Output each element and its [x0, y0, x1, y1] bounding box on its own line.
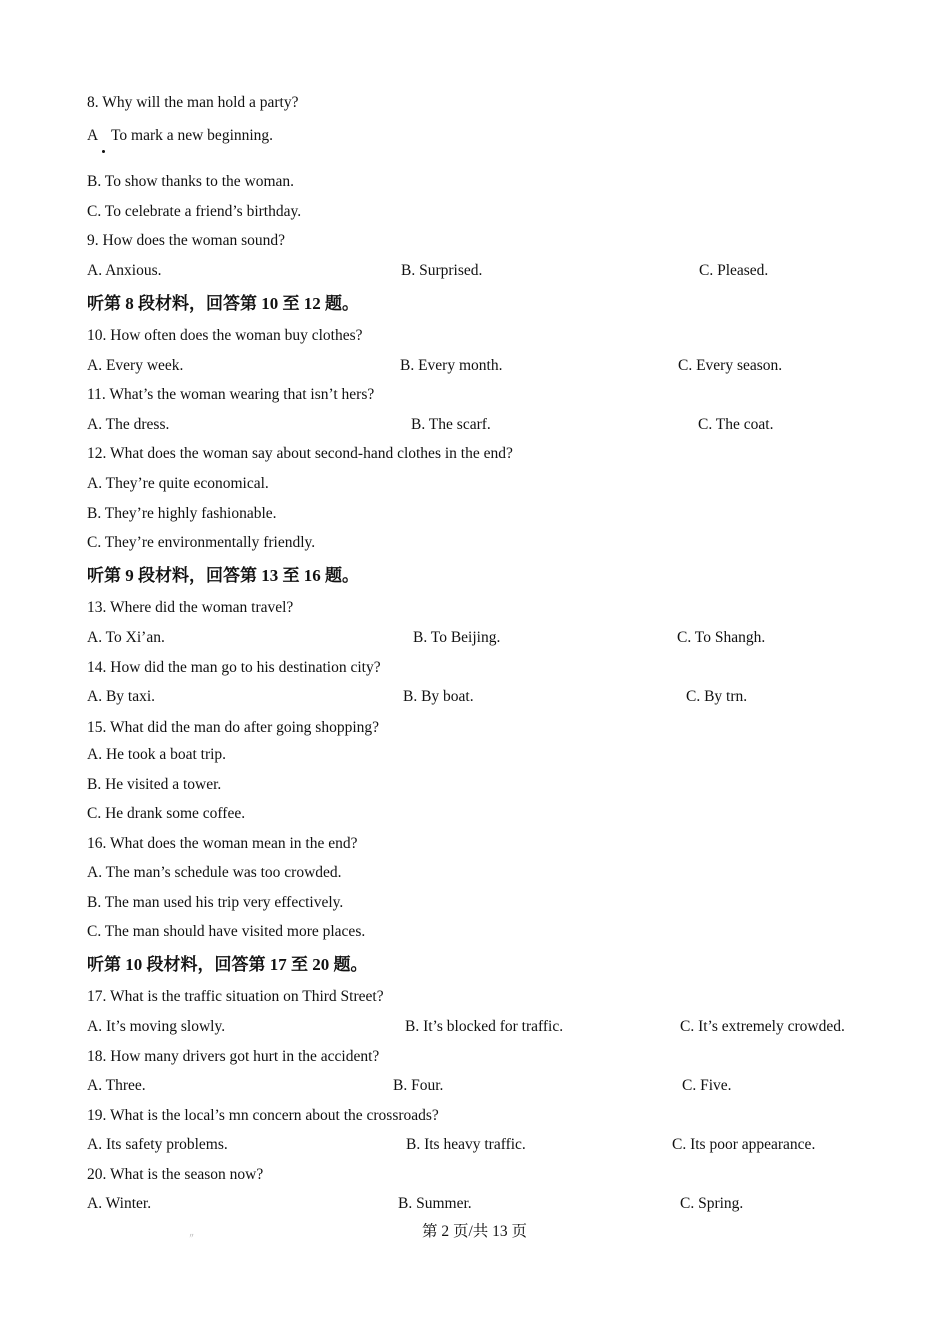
bullet-dot: [102, 150, 105, 153]
question-18-option-c: C. Five.: [682, 1077, 732, 1094]
page-number: 第 2 页/共 13 页: [422, 1223, 528, 1240]
question-20-option-c: C. Spring.: [680, 1195, 744, 1212]
question-15-prompt: 15. What did the man do after going shopping?: [87, 719, 380, 736]
question-17-option-a: A. It’s moving slowly.: [87, 1018, 226, 1035]
footer-mark: 〃: [188, 1232, 195, 1240]
question-19-option-a: A. Its safety problems.: [87, 1136, 228, 1153]
question-13-option-a: A. To Xi’an.: [87, 629, 165, 646]
section-heading-8: 听第 8 段材料，回答第 10 至 12 题。: [87, 294, 359, 313]
question-16-option-b: B. The man used his trip very effectively.: [87, 894, 344, 911]
question-10-option-a: A. Every week.: [87, 357, 184, 374]
question-11-option-a: A. The dress.: [87, 416, 170, 433]
question-9-option-a: A. Anxious.: [87, 262, 162, 279]
question-15-option-c: C. He drank some coffee.: [87, 805, 246, 822]
question-14-option-a: A. By taxi.: [87, 688, 156, 705]
question-18-option-a: A. Three.: [87, 1077, 146, 1094]
question-10-prompt: 10. How often does the woman buy clothes?: [87, 327, 363, 344]
question-11-option-c: C. The coat.: [698, 416, 774, 433]
question-18-prompt: 18. How many drivers got hurt in the accident?: [87, 1048, 380, 1065]
question-14-prompt: 14. How did the man go to his destination city?: [87, 659, 381, 676]
question-16-prompt: 16. What does the woman mean in the end?: [87, 835, 358, 852]
question-15-option-b: B. He visited a tower.: [87, 776, 222, 793]
question-8-option-c: C. To celebrate a friend’s birthday.: [87, 203, 302, 220]
question-16-option-a: A. The man’s schedule was too crowded.: [87, 864, 342, 881]
question-9-prompt: 9. How does the woman sound?: [87, 232, 286, 249]
question-11-option-b: B. The scarf.: [411, 416, 491, 433]
question-17-option-c: C. It’s extremely crowded.: [680, 1018, 845, 1035]
question-14-option-c: C. By trn.: [686, 688, 748, 705]
question-13-option-b: B. To Beijing.: [413, 629, 501, 646]
question-13-prompt: 13. Where did the woman travel?: [87, 599, 294, 616]
question-12-prompt: 12. What does the woman say about second-hand clothes in the end?: [87, 445, 513, 462]
question-9-option-c: C. Pleased.: [699, 262, 769, 279]
question-14-option-b: B. By boat.: [403, 688, 474, 705]
question-10-option-b: B. Every month.: [400, 357, 503, 374]
question-19-option-c: C. Its poor appearance.: [672, 1136, 816, 1153]
question-17-prompt: 17. What is the traffic situation on Third Street?: [87, 988, 384, 1005]
question-10-option-c: C. Every season.: [678, 357, 783, 374]
question-12-option-b: B. They’re highly fashionable.: [87, 505, 277, 522]
question-20-option-b: B. Summer.: [398, 1195, 472, 1212]
question-8-option-a-text: To mark a new beginning.: [111, 127, 274, 144]
question-15-option-a: A. He took a boat trip.: [87, 746, 227, 763]
question-19-option-b: B. Its heavy traffic.: [406, 1136, 526, 1153]
section-heading-10: 听第 10 段材料，回答第 17 至 20 题。: [87, 955, 368, 974]
question-13-option-c: C. To Shangh.: [677, 629, 766, 646]
section-heading-9: 听第 9 段材料，回答第 13 至 16 题。: [87, 566, 359, 585]
question-11-prompt: 11. What’s the woman wearing that isn’t hers?: [87, 386, 375, 403]
question-16-option-c: C. The man should have visited more places.: [87, 923, 366, 940]
question-9-option-b: B. Surprised.: [401, 262, 483, 279]
question-8-prompt: 8. Why will the man hold a party?: [87, 94, 299, 111]
question-17-option-b: B. It’s blocked for traffic.: [405, 1018, 564, 1035]
question-8-option-a-letter: A: [87, 127, 99, 144]
question-12-option-c: C. They’re environmentally friendly.: [87, 534, 316, 551]
question-20-prompt: 20. What is the season now?: [87, 1166, 264, 1183]
question-8-option-b: B. To show thanks to the woman.: [87, 173, 295, 190]
question-20-option-a: A. Winter.: [87, 1195, 152, 1212]
question-18-option-b: B. Four.: [393, 1077, 444, 1094]
question-19-prompt: 19. What is the local’s mn concern about the crossroads?: [87, 1107, 439, 1124]
question-12-option-a: A. They’re quite economical.: [87, 475, 269, 492]
